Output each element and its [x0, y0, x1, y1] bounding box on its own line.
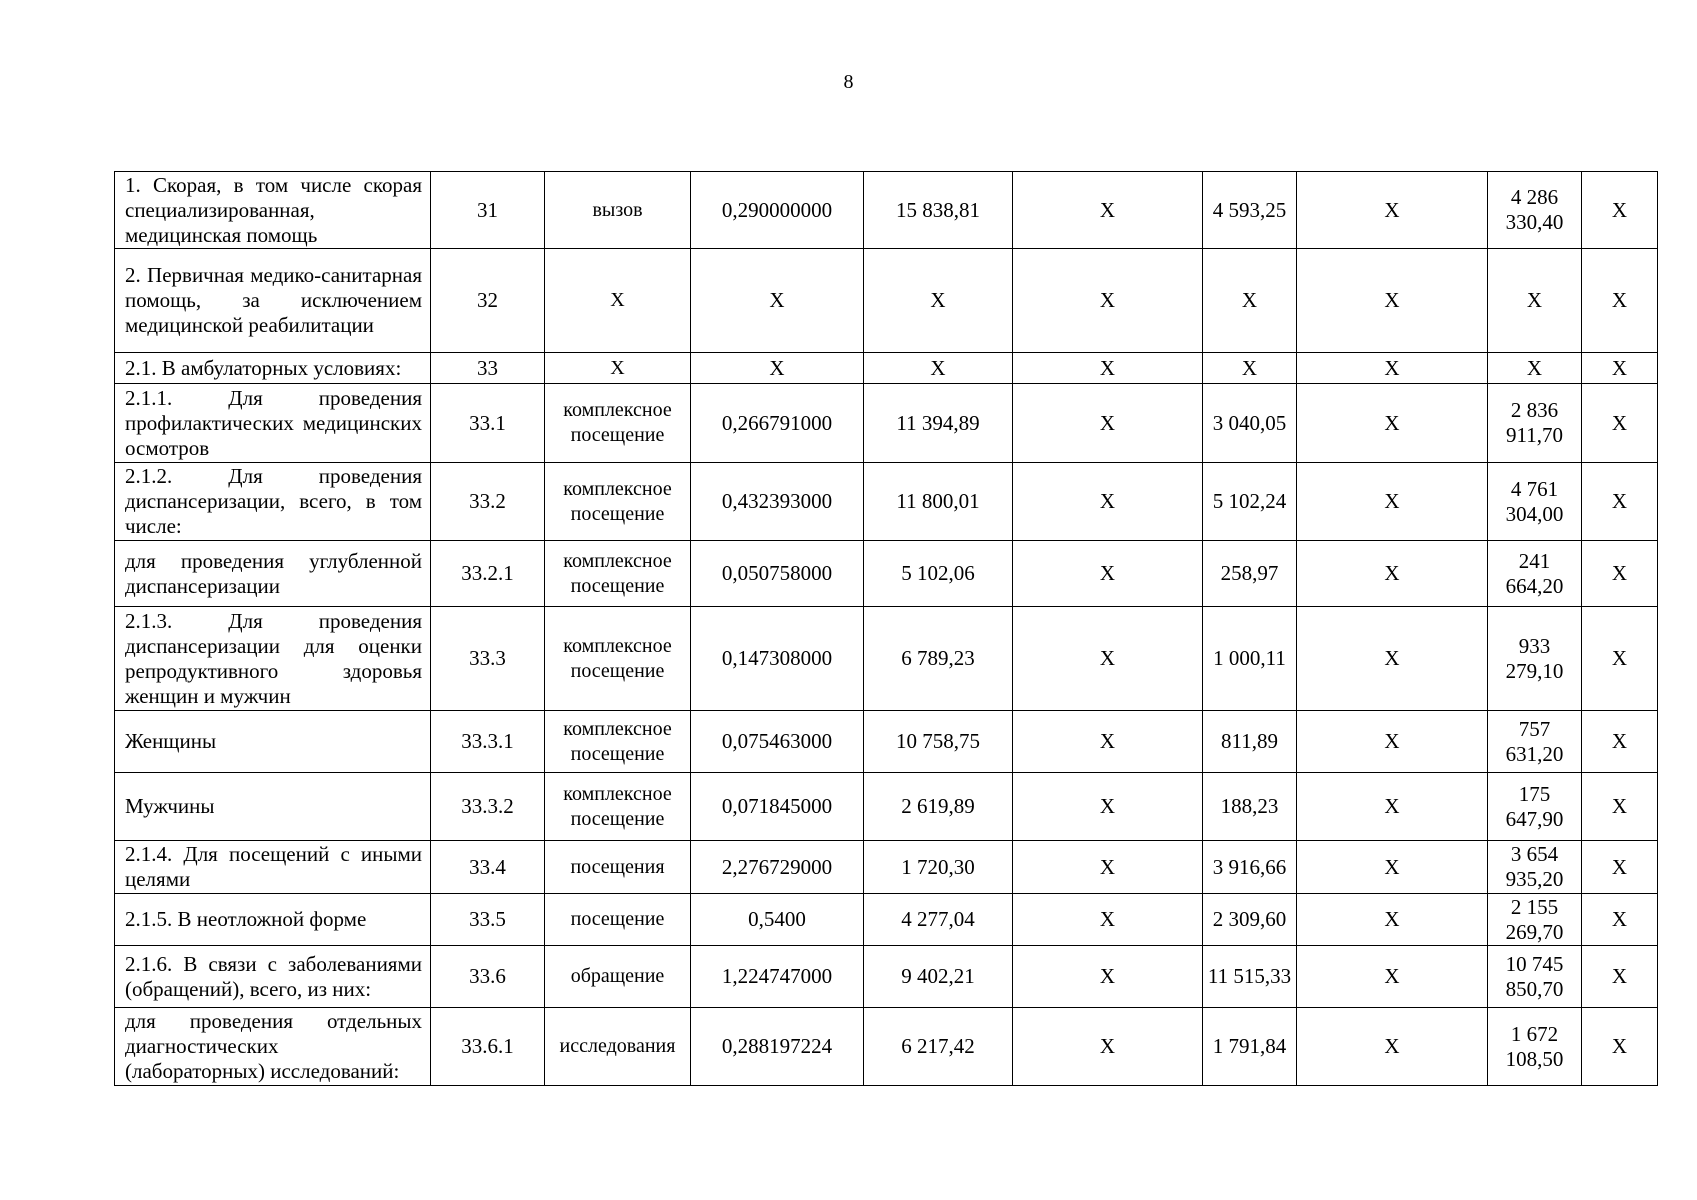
cell-norm: 2,276729000 [691, 841, 864, 894]
cell-col-6: X [1013, 711, 1203, 773]
cell-col-9: 2 155 269,70 [1488, 894, 1582, 946]
page-number: 8 [843, 71, 854, 93]
cell-col-8: X [1297, 607, 1488, 711]
table-row [115, 541, 1658, 607]
cell-name: 1. Скорая, в том числе скорая специализированная, медицинская помощь [115, 172, 431, 249]
cell-col-9: 4 286 330,40 [1488, 172, 1582, 249]
cell-col-9: 3 654 935,20 [1488, 841, 1582, 894]
cell-col-7: X [1203, 249, 1297, 353]
cell-col-8: X [1297, 773, 1488, 841]
cell-cost: X [864, 353, 1013, 384]
cell-norm: 0,266791000 [691, 384, 864, 463]
cell-cost: 9 402,21 [864, 946, 1013, 1008]
cell-name: 2.1.3. Для проведения диспансеризации для оценки репродуктивного здоровья женщин и мужчин [115, 607, 431, 711]
cell-col-8: X [1297, 711, 1488, 773]
cell-name: для проведения углубленной диспансеризации [115, 541, 431, 607]
cell-col-6: X [1013, 541, 1203, 607]
table-row [115, 1008, 1658, 1086]
cell-name: 2.1. В амбулаторных условиях: [115, 353, 431, 384]
cell-name: 2.1.6. В связи с заболеваниями (обращений), всего, из них: [115, 946, 431, 1008]
cell-cost: 10 758,75 [864, 711, 1013, 773]
cell-unit: комплексное посещение [545, 541, 691, 607]
cell-code: 33.2 [431, 463, 545, 541]
cell-col-8: X [1297, 463, 1488, 541]
cell-col-7: 258,97 [1203, 541, 1297, 607]
cell-norm: 0,5400 [691, 894, 864, 946]
cell-code: 33.4 [431, 841, 545, 894]
table-row [115, 773, 1658, 841]
cell-name: 2. Первичная медико-санитарная помощь, за исключением медицинской реабилитации [115, 249, 431, 353]
cell-norm: 1,224747000 [691, 946, 864, 1008]
cell-unit: комплексное посещение [545, 384, 691, 463]
table-body [115, 172, 1658, 1086]
cell-code: 33.3.1 [431, 711, 545, 773]
cell-col-7: 11 515,33 [1203, 946, 1297, 1008]
cell-col-10: X [1582, 773, 1658, 841]
cell-col-7: 811,89 [1203, 711, 1297, 773]
cell-col-8: X [1297, 1008, 1488, 1086]
cell-col-9: 175 647,90 [1488, 773, 1582, 841]
table-row [115, 384, 1658, 463]
cell-code: 33.6.1 [431, 1008, 545, 1086]
cell-cost: X [864, 249, 1013, 353]
cell-col-9: 10 745 850,70 [1488, 946, 1582, 1008]
cell-col-6: X [1013, 1008, 1203, 1086]
cell-col-10: X [1582, 894, 1658, 946]
cell-col-6: X [1013, 172, 1203, 249]
cell-cost: 11 394,89 [864, 384, 1013, 463]
cell-code: 33 [431, 353, 545, 384]
cell-col-7: 3 040,05 [1203, 384, 1297, 463]
table-row [115, 249, 1658, 353]
cell-norm: X [691, 353, 864, 384]
table-row [115, 353, 1658, 384]
table-row [115, 711, 1658, 773]
cell-code: 33.5 [431, 894, 545, 946]
cell-col-7: X [1203, 353, 1297, 384]
cell-col-9: 757 631,20 [1488, 711, 1582, 773]
cell-code: 31 [431, 172, 545, 249]
cell-col-6: X [1013, 894, 1203, 946]
cell-col-10: X [1582, 353, 1658, 384]
cell-code: 33.6 [431, 946, 545, 1008]
cell-col-9: 4 761 304,00 [1488, 463, 1582, 541]
cell-col-9: 933 279,10 [1488, 607, 1582, 711]
cell-unit: X [545, 353, 691, 384]
cell-col-6: X [1013, 946, 1203, 1008]
cell-code: 33.2.1 [431, 541, 545, 607]
cell-unit: комплексное посещение [545, 607, 691, 711]
cell-unit: обращение [545, 946, 691, 1008]
cell-col-7: 4 593,25 [1203, 172, 1297, 249]
cell-col-9: 1 672 108,50 [1488, 1008, 1582, 1086]
cell-col-9: X [1488, 249, 1582, 353]
data-table [114, 171, 1658, 1086]
cell-norm: 0,290000000 [691, 172, 864, 249]
cell-cost: 1 720,30 [864, 841, 1013, 894]
cell-name: 2.1.2. Для проведения диспансеризации, всего, в том числе: [115, 463, 431, 541]
cell-name: для проведения отдельных диагностических (лабораторных) исследований: [115, 1008, 431, 1086]
cell-cost: 5 102,06 [864, 541, 1013, 607]
table-row [115, 607, 1658, 711]
cell-name: 2.1.5. В неотложной форме [115, 894, 431, 946]
cell-col-9: 241 664,20 [1488, 541, 1582, 607]
cell-name: 2.1.4. Для посещений с иными целями [115, 841, 431, 894]
cell-unit: X [545, 249, 691, 353]
table-row [115, 894, 1658, 946]
cell-unit: комплексное посещение [545, 463, 691, 541]
cell-col-6: X [1013, 841, 1203, 894]
cell-col-10: X [1582, 841, 1658, 894]
cell-col-7: 1 791,84 [1203, 1008, 1297, 1086]
cell-col-10: X [1582, 711, 1658, 773]
cell-col-6: X [1013, 463, 1203, 541]
cell-cost: 4 277,04 [864, 894, 1013, 946]
cell-unit: комплексное посещение [545, 711, 691, 773]
cell-col-8: X [1297, 249, 1488, 353]
cell-col-8: X [1297, 946, 1488, 1008]
cell-norm: 0,071845000 [691, 773, 864, 841]
cell-col-6: X [1013, 384, 1203, 463]
cell-col-10: X [1582, 946, 1658, 1008]
cell-col-8: X [1297, 384, 1488, 463]
table-row [115, 946, 1658, 1008]
cell-col-10: X [1582, 172, 1658, 249]
cell-col-7: 1 000,11 [1203, 607, 1297, 711]
cell-col-6: X [1013, 249, 1203, 353]
cell-norm: 0,432393000 [691, 463, 864, 541]
table-row [115, 463, 1658, 541]
cell-col-8: X [1297, 541, 1488, 607]
cell-cost: 6 217,42 [864, 1008, 1013, 1086]
cell-col-8: X [1297, 353, 1488, 384]
cell-col-9: X [1488, 353, 1582, 384]
cell-col-10: X [1582, 463, 1658, 541]
cell-col-6: X [1013, 353, 1203, 384]
cell-name: 2.1.1. Для проведения профилактических медицинских осмотров [115, 384, 431, 463]
cell-col-7: 5 102,24 [1203, 463, 1297, 541]
cell-cost: 6 789,23 [864, 607, 1013, 711]
cell-col-10: X [1582, 607, 1658, 711]
cell-name: Мужчины [115, 773, 431, 841]
cell-col-6: X [1013, 607, 1203, 711]
cell-unit: посещения [545, 841, 691, 894]
cell-col-10: X [1582, 541, 1658, 607]
cell-code: 33.3.2 [431, 773, 545, 841]
cell-col-10: X [1582, 384, 1658, 463]
cell-name: Женщины [115, 711, 431, 773]
cell-col-8: X [1297, 894, 1488, 946]
cell-code: 33.1 [431, 384, 545, 463]
cell-col-7: 3 916,66 [1203, 841, 1297, 894]
cell-col-10: X [1582, 1008, 1658, 1086]
cell-cost: 15 838,81 [864, 172, 1013, 249]
table-row [115, 172, 1658, 249]
cell-unit: посещение [545, 894, 691, 946]
cell-code: 32 [431, 249, 545, 353]
cell-col-10: X [1582, 249, 1658, 353]
cell-norm: 0,147308000 [691, 607, 864, 711]
cell-cost: 11 800,01 [864, 463, 1013, 541]
cell-col-6: X [1013, 773, 1203, 841]
cell-col-9: 2 836 911,70 [1488, 384, 1582, 463]
cell-code: 33.3 [431, 607, 545, 711]
cell-unit: исследования [545, 1008, 691, 1086]
cell-col-8: X [1297, 841, 1488, 894]
cell-norm: 0,075463000 [691, 711, 864, 773]
cell-unit: вызов [545, 172, 691, 249]
cell-col-8: X [1297, 172, 1488, 249]
table-row [115, 841, 1658, 894]
cell-col-7: 188,23 [1203, 773, 1297, 841]
cell-norm: 0,288197224 [691, 1008, 864, 1086]
cell-col-7: 2 309,60 [1203, 894, 1297, 946]
cell-unit: комплексное посещение [545, 773, 691, 841]
cell-cost: 2 619,89 [864, 773, 1013, 841]
cell-norm: X [691, 249, 864, 353]
cell-norm: 0,050758000 [691, 541, 864, 607]
